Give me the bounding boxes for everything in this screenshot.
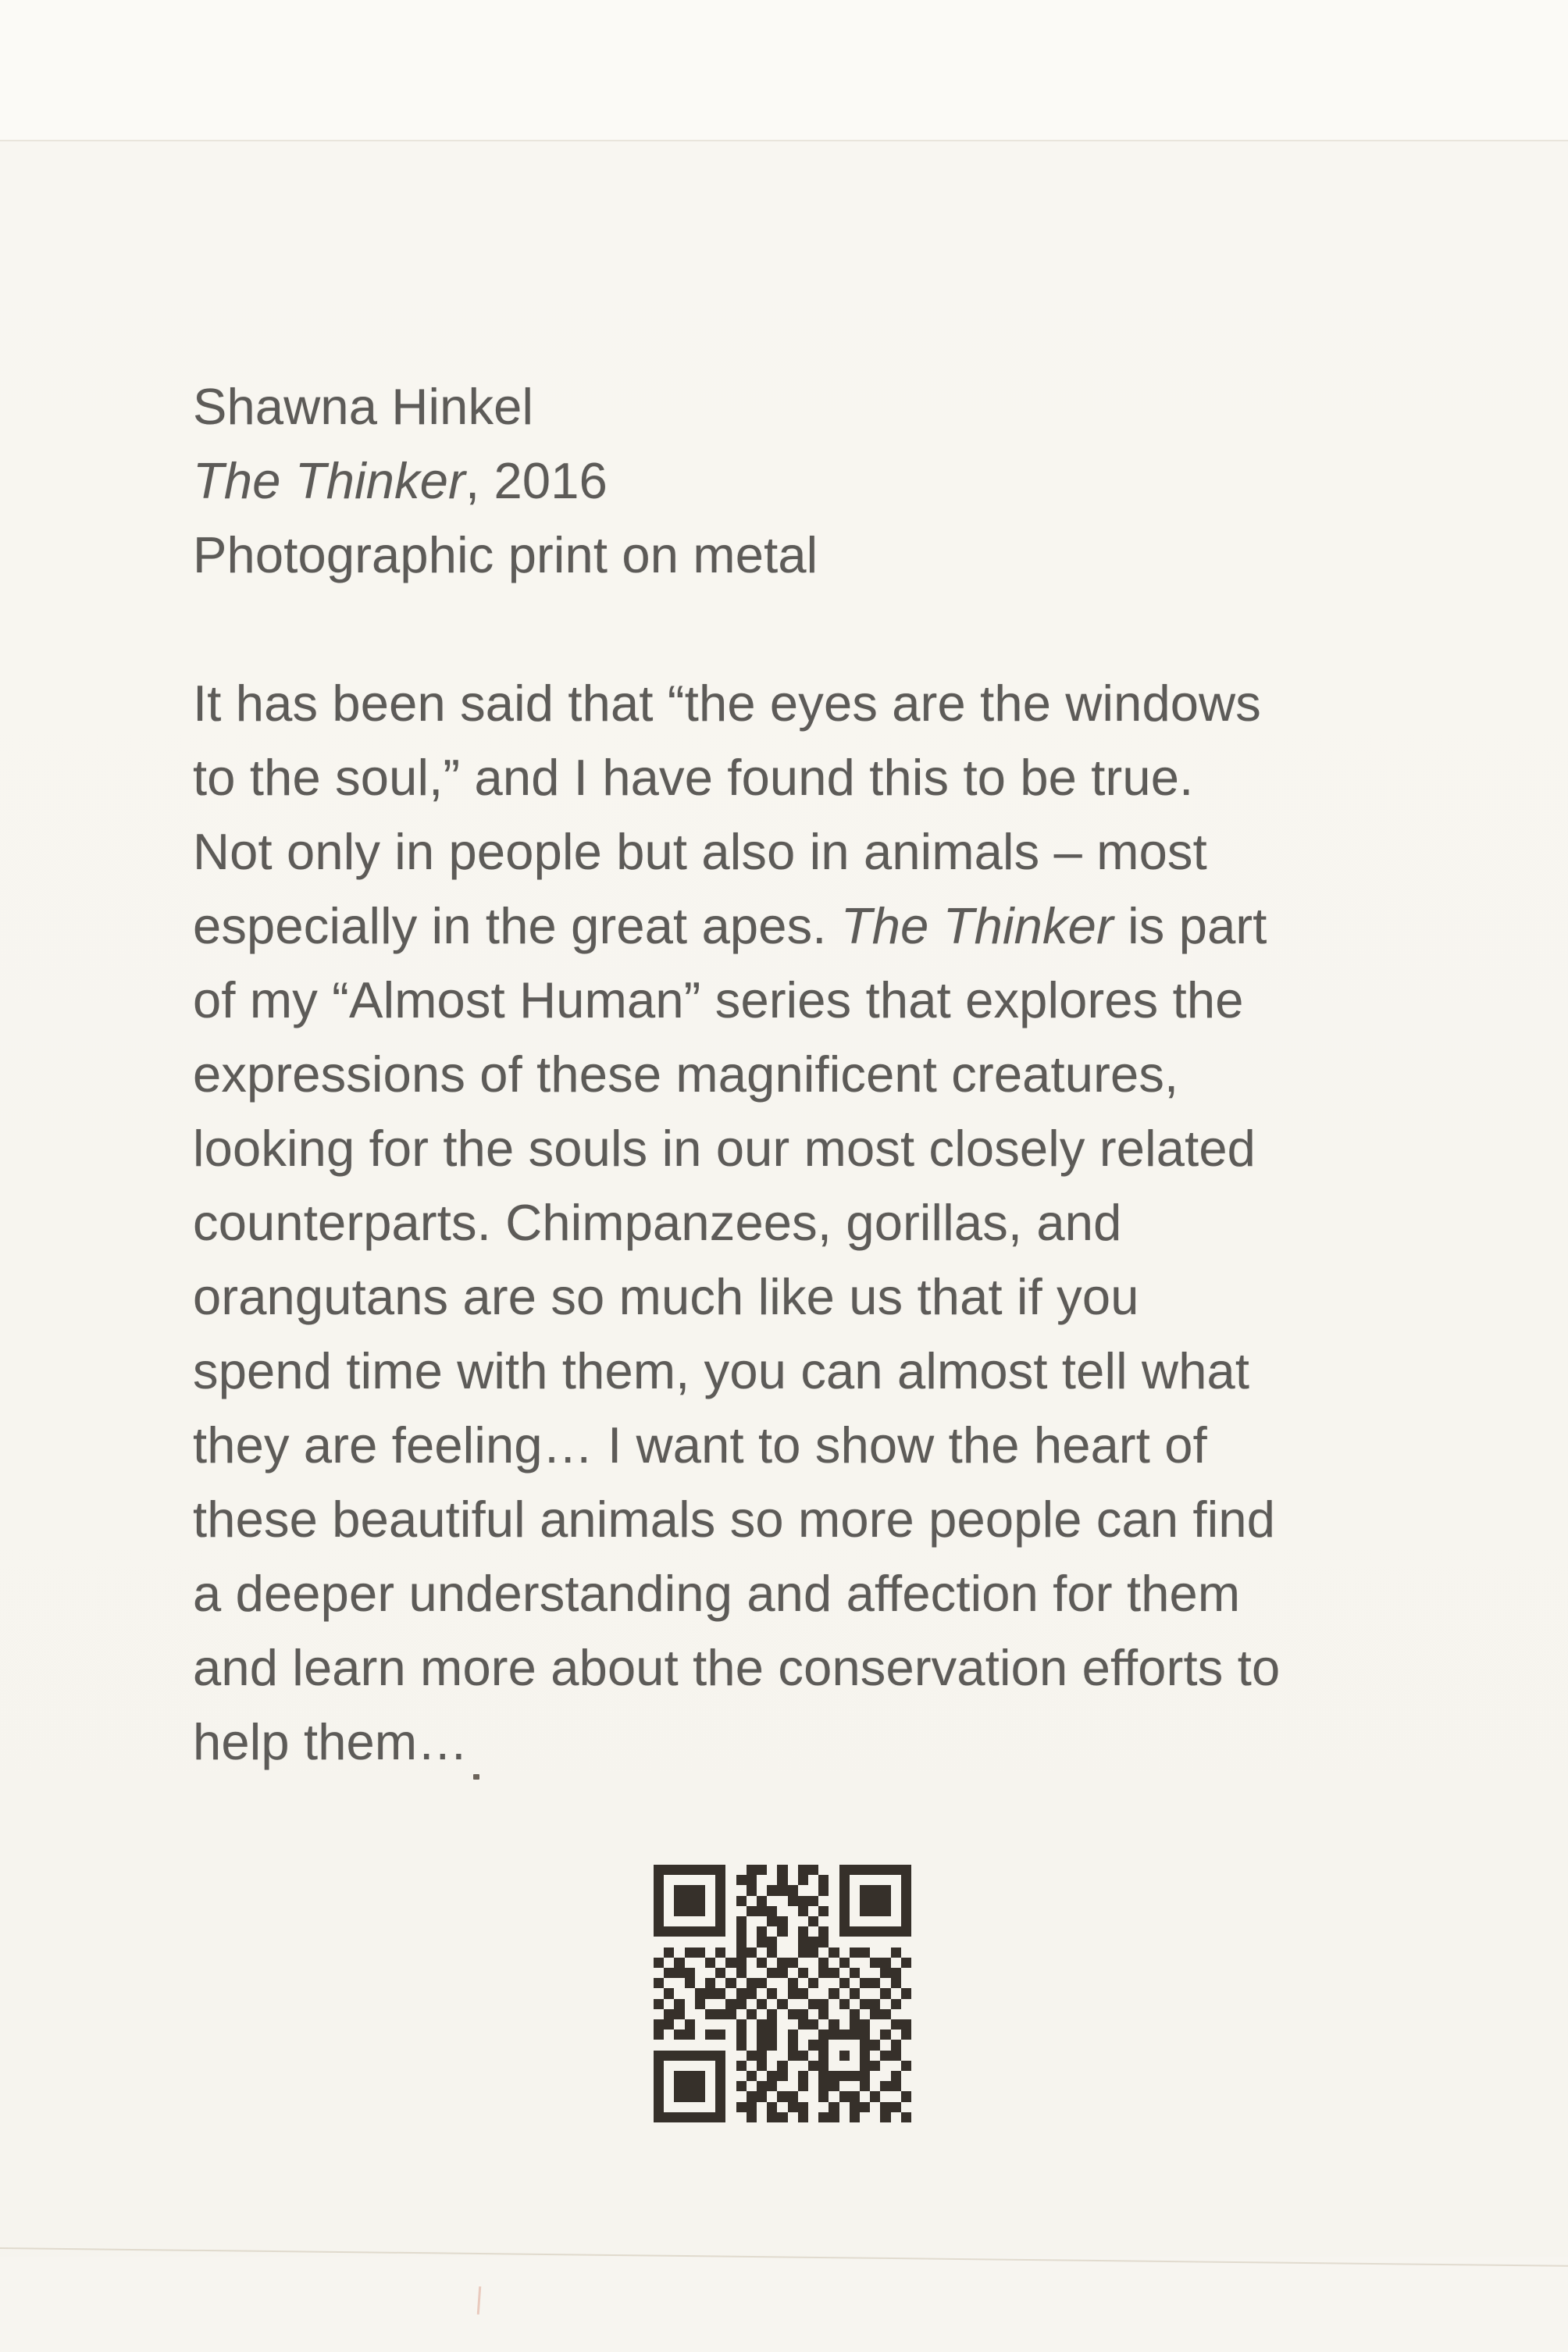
artwork-medium: Photographic print on metal: [193, 526, 818, 583]
statement-line: [193, 1260, 1427, 1334]
regular-text: especially in the great apes.: [193, 897, 841, 954]
statement-line: [193, 740, 1427, 814]
wall-scratch: [477, 2286, 482, 2315]
regular-text: a deeper understanding and affection for them: [193, 1565, 1241, 1622]
regular-text: Not only in people but also in animals – most: [193, 823, 1207, 880]
statement-line: [193, 1111, 1427, 1185]
qr-code: [654, 1865, 911, 2122]
italic-text: The Thinker: [193, 452, 466, 509]
label-header: [193, 369, 1427, 592]
statement-line: [193, 814, 1427, 889]
statement-line: [193, 1556, 1427, 1630]
artist-name: Shawna Hinkel: [193, 378, 534, 435]
gallery-wall: [0, 0, 1568, 141]
italic-text: The Thinker: [840, 897, 1114, 954]
statement-line: [193, 963, 1427, 1037]
regular-text: counterparts. Chimpanzees, gorillas, and: [193, 1194, 1122, 1251]
statement-line: [193, 1705, 1427, 1779]
regular-text: these beautiful animals so more people can find: [193, 1491, 1276, 1548]
regular-text: spend time with them, you can almost tell what: [193, 1342, 1250, 1399]
statement-line: [193, 1408, 1427, 1482]
statement-line: [193, 666, 1427, 740]
regular-text: orangutans are so much like us that if you: [193, 1268, 1139, 1325]
regular-text: , 2016: [465, 452, 608, 509]
card-top-edge: [0, 140, 1568, 141]
statement-line: [193, 1185, 1427, 1260]
regular-text: looking for the souls in our most closely related: [193, 1120, 1256, 1177]
regular-text: It has been said that “the eyes are the windows: [193, 675, 1261, 732]
regular-text: is part: [1113, 897, 1267, 954]
label-text-block: [193, 369, 1427, 1779]
artwork-title-line: [193, 444, 1427, 518]
regular-text: they are feeling… I want to show the heart of: [193, 1417, 1207, 1474]
regular-text: help them…: [193, 1713, 469, 1770]
regular-text: to the soul,” and I have found this to be true.: [193, 749, 1194, 806]
regular-text: of my “Almost Human” series that explores the: [193, 971, 1244, 1028]
statement-line: [193, 1037, 1427, 1111]
artist-statement: [193, 666, 1427, 1779]
statement-line: [193, 1334, 1427, 1408]
regular-text: expressions of these magnificent creatures,: [193, 1046, 1179, 1103]
statement-line: [193, 889, 1427, 963]
statement-line: [193, 1630, 1427, 1705]
regular-text: and learn more about the conservation efforts to: [193, 1639, 1281, 1696]
statement-line: [193, 1482, 1427, 1556]
